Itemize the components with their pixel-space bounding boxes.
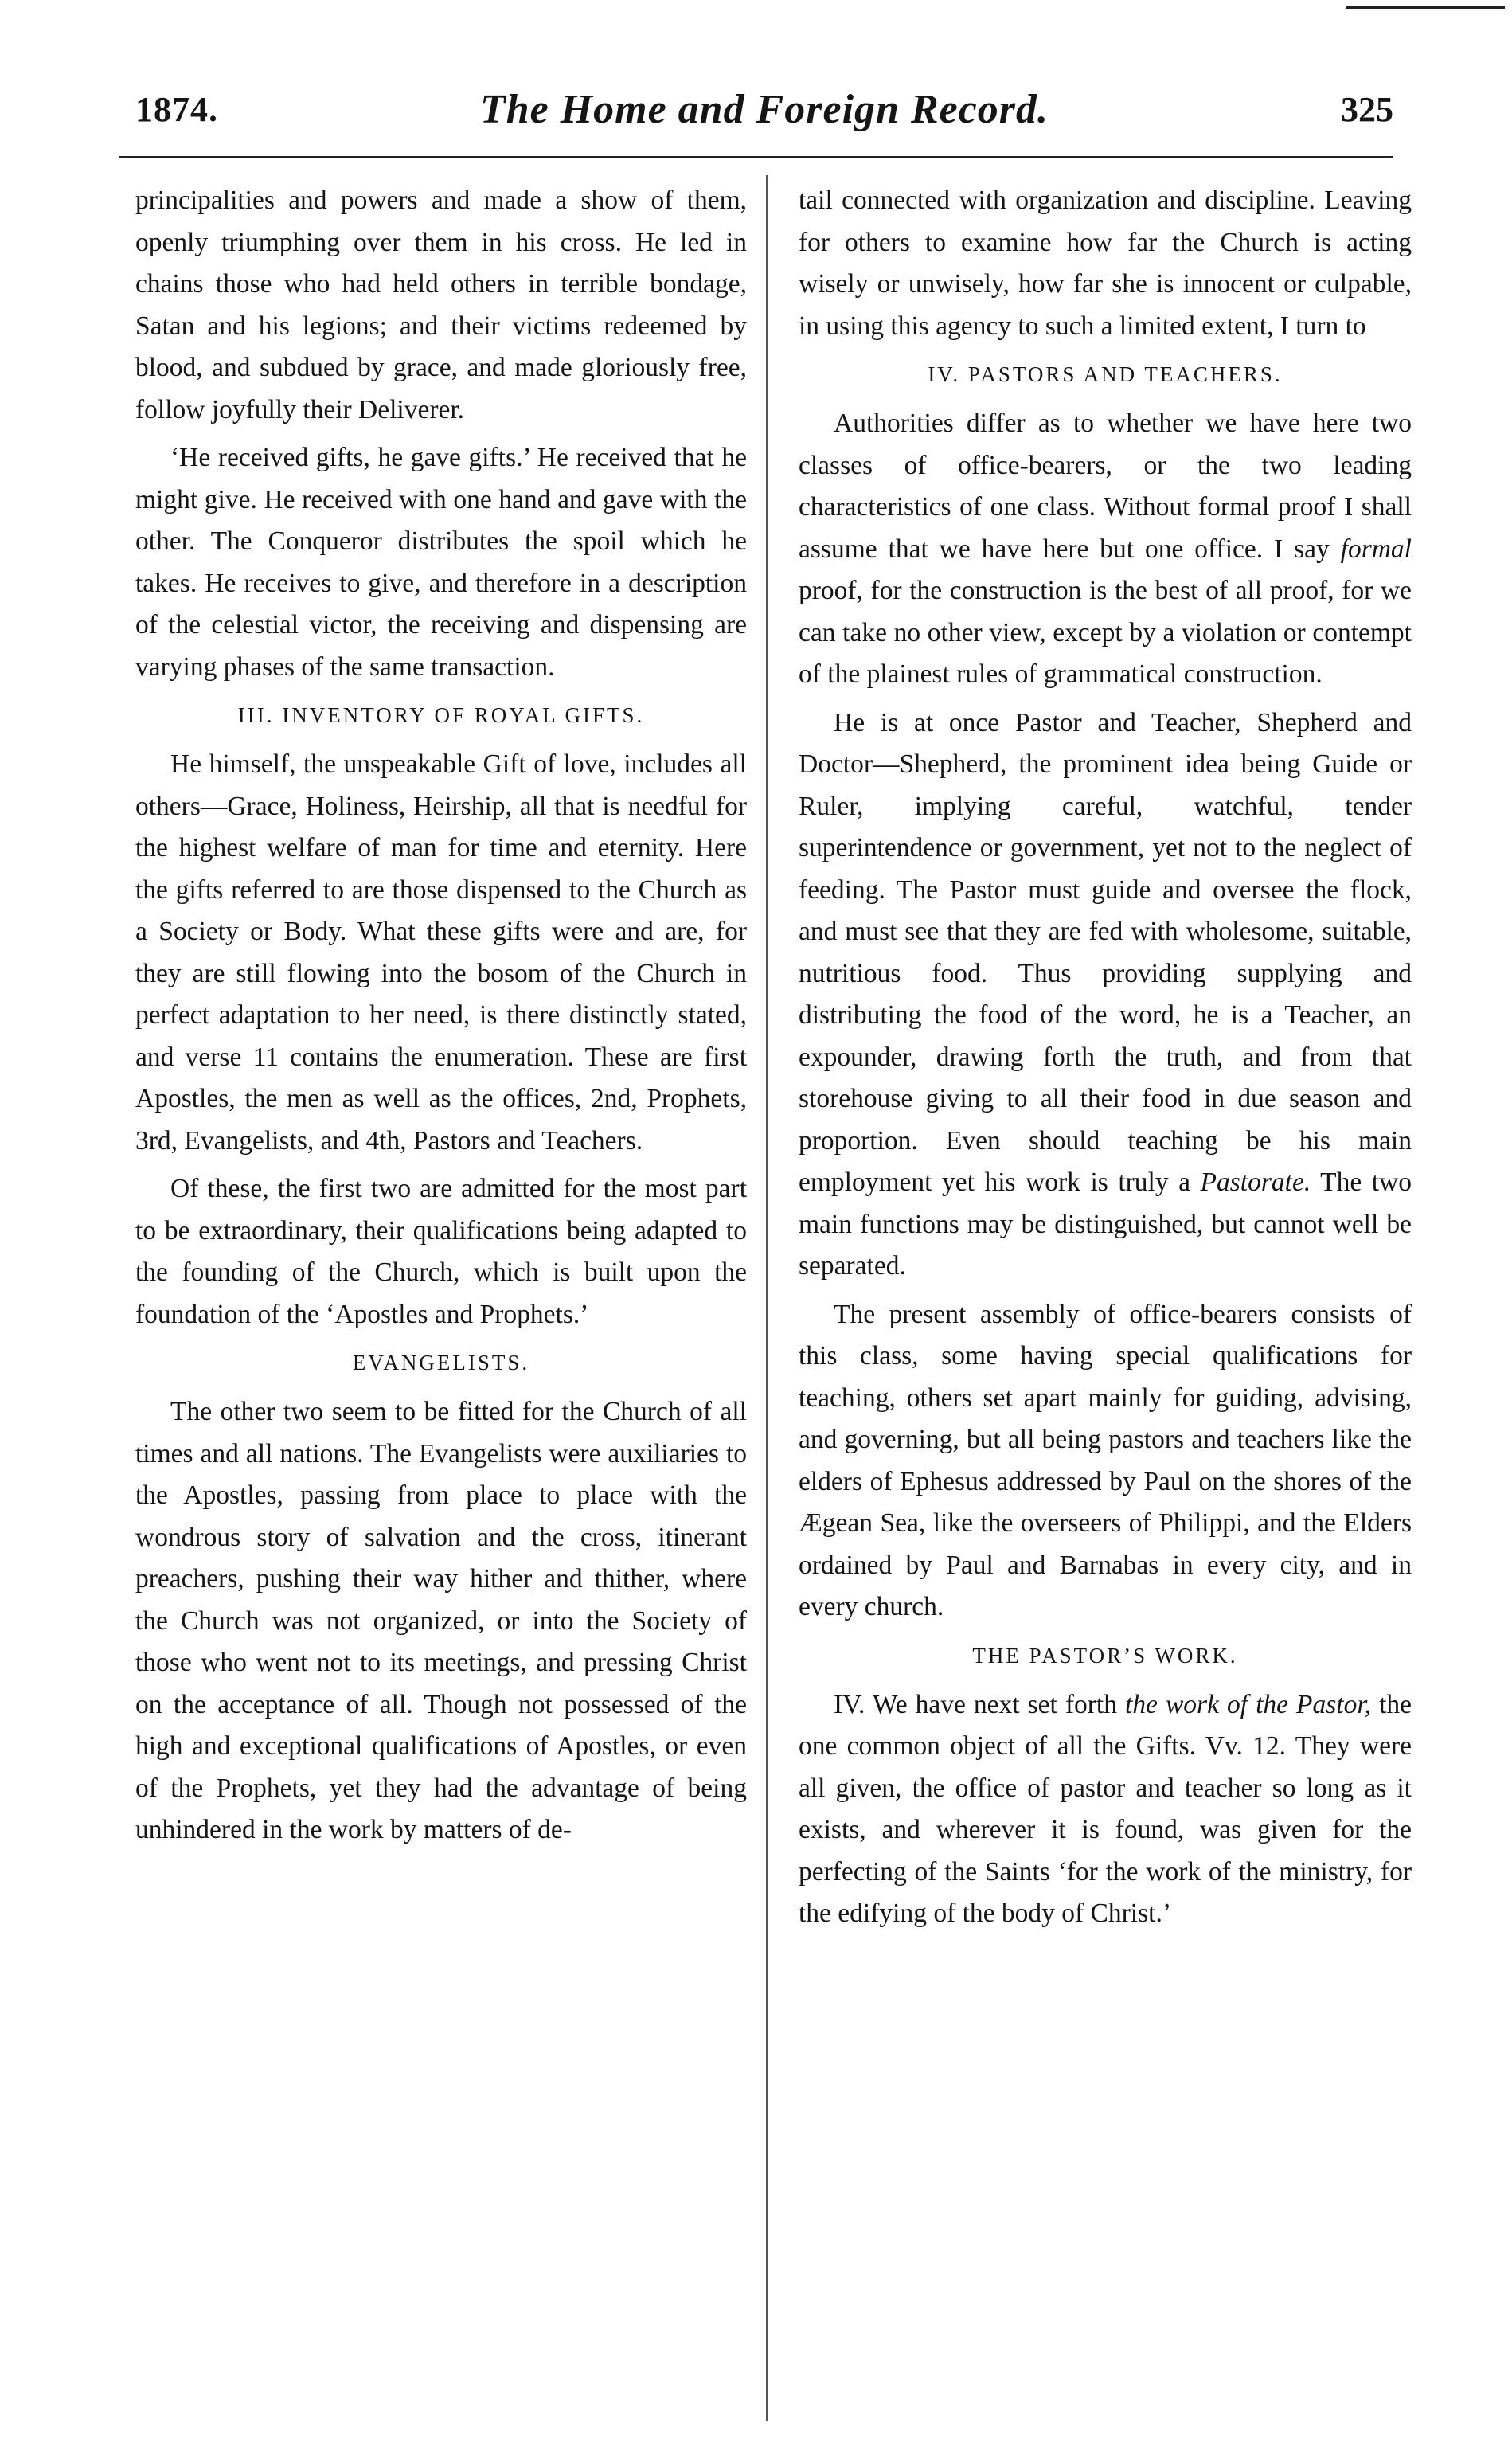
right-column (799, 180, 1412, 1942)
top-rule (1346, 6, 1505, 9)
page-header (135, 89, 1393, 145)
paragraph: Of these, the first two are admitted for the most part to be extraordinary, their qualifications being adapted to the founding of the Church, which is built upon the foundation of the ‘Apostles and Prophets.’ (135, 1174, 747, 1329)
italic-text: the work of the Pastor, (1125, 1689, 1372, 1719)
header-year: 1874. (135, 90, 218, 129)
paragraph (799, 702, 1412, 1288)
text-run: Authorities differ as to whether we have here two classes of office-bearers, or the two leading characteristics of one class. Without formal proof I shall assume that we have here but one office. I say (799, 409, 1412, 564)
page-number: 325 (1341, 90, 1393, 129)
italic-text: formal (1340, 534, 1412, 564)
paragraph: principalities and powers and made a show of them, openly triumphing over them in his cross. He led in chains those who had held others in terrible bondage, Satan and his legions; and their victims redeemed by blood, and subdued by grace, and made gloriously free, follow joyfully their Deliverer. (135, 186, 747, 424)
paragraph: He himself, the unspeakable Gift of love, includes all others—Grace, Holiness, Heirship, all that is needful for the highest welfare of man for time and eternity. Here the gifts referred to are those dispensed to the Church as a Society or Body. What these gifts were and are, for they are still flowing into the bosom of the Church in perfect adaptation to her need, is there distinctly stated, and verse 11 contains the enumeration. These are first Apostles, the men as well as the offices, 2nd, Prophets, 3rd, Evangelists, and 4th, Pastors and Teachers. (135, 749, 747, 1156)
left-column (135, 180, 747, 1858)
section-heading: III. INVENTORY OF ROYAL GIFTS. (237, 703, 645, 727)
italic-text: Pastorate. (1200, 1167, 1311, 1197)
paragraph: The other two seem to be fitted for the Church of all times and all nations. The Evangelists were auxiliaries to the Apostles, passing from place to place with the wondrous story of salvation and the cross, itinerant preachers, pushing their way hither and thither, where the Church was not organized, or into the Society of those who went not to its meetings, and pressing Christ on the acceptance of all. Though not possessed of the high and exceptional qualifications of Apostles, or even of the Prophets, yet they had the advantage of being unhindered in the work by matters of de- (135, 1397, 747, 1844)
header-title: The Home and Foreign Record. (479, 87, 1049, 132)
text-run: IV. We have next set forth (834, 1689, 1126, 1719)
text-run: the one common object of all the Gifts. Vv. 12. They were all given, the office of pastor and teacher so long as it exists, and wherever it is found, was given for the perfecting of the Saints ‘for the work of the ministry, for the edifying of the body of Christ.’ (799, 1689, 1412, 1928)
text-run: He is at once Pastor and Teacher, Shepherd and Doctor—Shepherd, the prominent idea being Guide or Ruler, implying careful, watchful, tender superintendence or government, yet not to the neglect of feeding. The Pastor must guide and oversee the flock, and must see that they are fed with wholesome, suitable, nutritious food. Thus providing supplying and distributing the food of the word, he is a Teacher, an expounder, drawing forth the truth, and from that storehouse giving to all their food in due season and proportion. Even should teaching be his main employment yet his work is truly a (799, 707, 1412, 1197)
section-heading: EVANGELISTS. (352, 1351, 530, 1375)
column-divider (766, 175, 768, 2421)
paragraph (799, 403, 1412, 696)
text-run: The two main functions may be distinguished, but cannot well be separated. (799, 1167, 1412, 1281)
text-run: proof, for the construction is the best of all proof, for we can take no other view, except by a violation or contempt of the plainest rules of grammatical construction. (799, 576, 1412, 689)
section-heading: THE PASTOR’S WORK. (972, 1643, 1238, 1668)
section-heading: IV. PASTORS AND TEACHERS. (928, 362, 1283, 386)
paragraph: tail connected with organization and discipline. Leaving for others to examine how far the Church is acting wisely or unwisely, how far she is innocent or culpable, in using this agency to such a limited extent, I turn to (799, 186, 1412, 341)
paragraph (799, 1684, 1412, 1935)
header-rule (119, 156, 1393, 158)
paragraph: ‘He received gifts, he gave gifts.’ He received that he might give. He received with one hand and gave with the other. The Conqueror distributes the spoil which he takes. He receives to give, and therefore in a description of the celestial victor, the receiving and dispensing are varying phases of the same transaction. (135, 443, 747, 682)
paragraph: The present assembly of office-bearers consists of this class, some having special qualifications for teaching, others set apart mainly for guiding, advising, and governing, but all being pastors and teachers like the elders of Ephesus addressed by Paul on the shores of the Ægean Sea, like the overseers of Philippi, and the Elders ordained by Paul and Barnabas in every city, and in every church. (799, 1299, 1412, 1621)
